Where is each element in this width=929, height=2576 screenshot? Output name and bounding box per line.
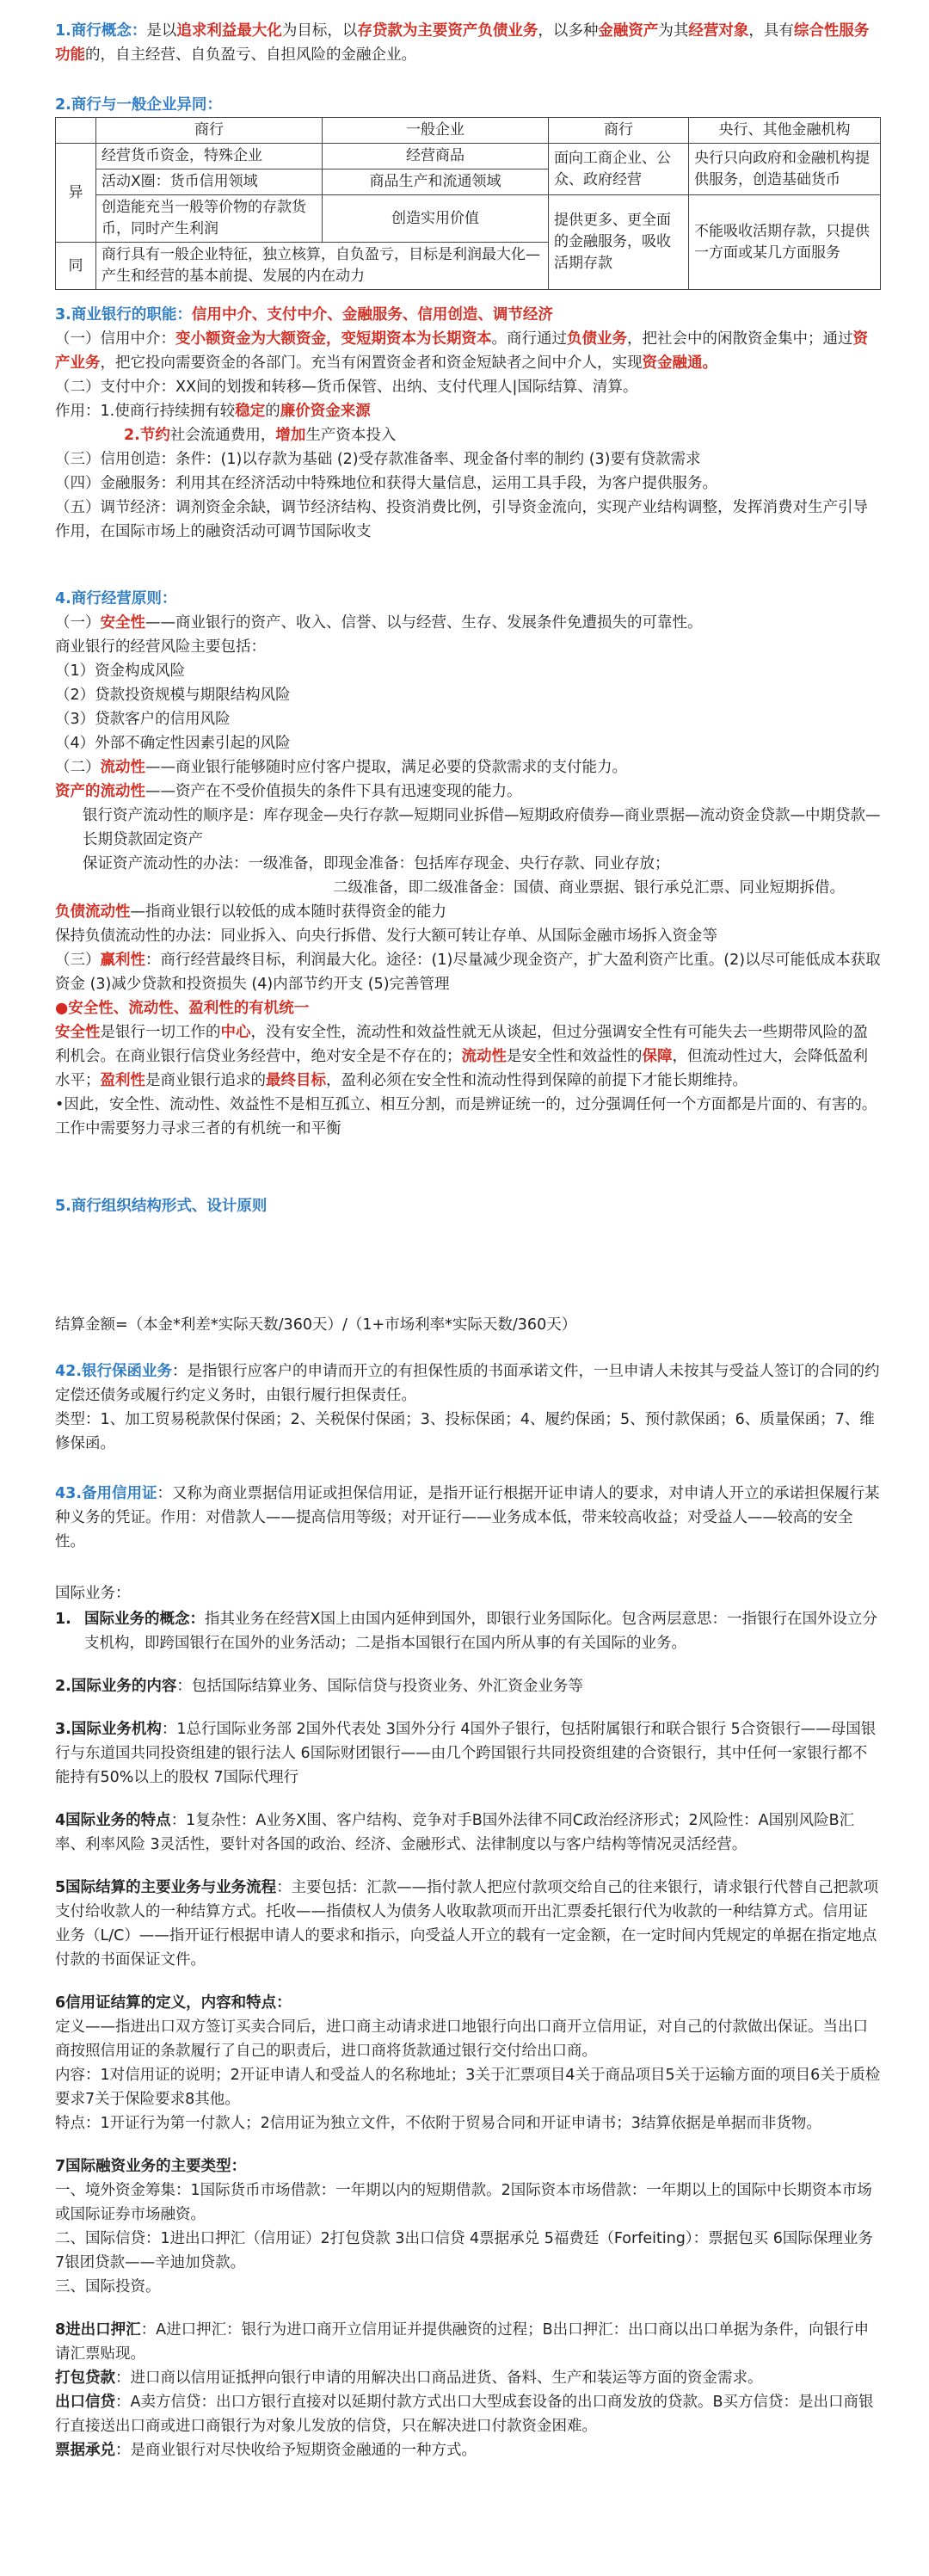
text: 社会流通费用，: [169, 427, 276, 444]
section-1-concept: [55, 19, 881, 67]
section-42-guarantee: [55, 1359, 881, 1456]
text: ：进口商以信用证抵押向银行申请的用解决出口商品进货、备料、生产和装运等方面的资金需求。: [115, 2370, 763, 2387]
standby-definition: [55, 1482, 881, 1554]
table-cell: 经营商品: [323, 144, 549, 169]
item-title: 国际业务的概念：: [84, 1611, 205, 1628]
function-credit-intermediary: [55, 327, 881, 375]
section-5-structure: [55, 1194, 881, 1218]
lc-features: 特点：1开证行为第一付款人；2信用证为独立文件，不依附于贸易合同和开证申请书；3结算依据是单据而非货物。: [55, 2115, 821, 2132]
list-number: 1.: [55, 1611, 71, 1628]
highlight: 赢利性: [100, 952, 145, 969]
comparison-table: [55, 117, 881, 290]
highlight: 负债流动性: [55, 903, 131, 921]
section-title: 42.银行保函业务: [55, 1363, 173, 1380]
text: 生产资本投入: [305, 427, 397, 444]
liquidity-method-2: 二级准备，即二级准备金：国债、商业票据、银行承兑汇票、同业短期拆借。: [333, 879, 845, 897]
intl-item-3: [55, 1717, 881, 1790]
section-title: [55, 303, 881, 327]
highlight: 经营对象: [688, 22, 749, 40]
table-cell: 央行只向政府和金融机构提供服务，创造基础货币: [689, 144, 881, 195]
table-cell: 提供更多、更全面的金融服务，吸收活期存款: [549, 195, 689, 290]
list-item: （4）外部不确定性因素引起的风险: [55, 735, 291, 752]
title-prefix: 3.商业银行的职能：: [55, 306, 192, 324]
text: ，把它投向需要资金的各部门。充当有闲置资金者和资金短缺者之间中介人，实现: [100, 354, 643, 372]
diff-label: 异: [56, 144, 96, 243]
lc-definition: 定义——指进出口双方签订买卖合同后，进口商主动请求进口地银行向出口商开立信用证，对自己的付款做出保证。当出口商按照信用证的条款履行了自己的职责后，进口商将货款通过银行交付给出口商。: [55, 2018, 868, 2060]
financing-type-1: 一、境外资金筹集：1国际货币市场借款：一年期以内的短期借款。2国际资本市场借款：一年期以上的国际中长期资本市场或国际证券市场融资。: [55, 2182, 872, 2223]
text: （一）: [55, 614, 101, 632]
text: ，但流动性过大，会降低盈利水平；: [55, 1048, 868, 1089]
table-cell: 面向工商企业、公众、政府经营: [549, 144, 689, 195]
header-cell: 一般企业: [323, 118, 549, 144]
summary-paragraph: •因此，安全性、流动性、效益性不是相互孤立、相互分割，而是辨证统一的，过分强调任何一个方面都是片面的、有害的。工作中需要努力寻求三者的有机统一和平衡: [55, 1096, 877, 1137]
settlement-formula: [55, 1313, 881, 1337]
section-title: 5.商行组织结构形式、设计原则: [55, 1198, 268, 1215]
table-cell: 创造实用价值: [323, 195, 549, 243]
text: 是以: [146, 22, 177, 40]
text: ：是商业银行对尽快收给予短期资金融通的一种方式。: [115, 2442, 477, 2459]
item-title: 出口信贷: [55, 2394, 115, 2411]
list-item: （2）贷款投资规模与期限结构风险: [55, 687, 291, 704]
effect-line-1: [55, 399, 881, 423]
list-item: （3）贷款客户的信用风险: [55, 711, 231, 728]
highlight: 存贷款为主要资产负债业务: [357, 22, 538, 40]
highlight: 节约: [139, 427, 170, 444]
table-cell: 不能吸收活期存款，只提供一方面或某几方面服务: [689, 195, 881, 290]
guarantee-types: 类型：1、加工贸易税款保付保函；2、关税保付保函；3、投标保函；4、履约保函；5、预付款保函；6、质量保函；7、维修保函。: [55, 1411, 875, 1452]
section-title: 4.商行经营原则：: [55, 590, 177, 607]
text: ：又称为商业票据信用证或担保信用证，是指开证行根据开证申请人的要求，对申请人开立的承诺担保履行某种义务的凭证。作用：对借款人——提高信用等级；对开证行——业务成本低，带来较高收益；对受益人——较高的安全性。: [55, 1485, 880, 1550]
item-title: 2.国际业务的内容: [55, 1678, 177, 1695]
liquidity-order: 银行资产流动性的顺序是：库存现金—央行存款—短期同业拆借—短期政府债券—商业票据—流动资金贷款—中期贷款—长期贷款固定资产: [83, 807, 881, 848]
liquidity-method-1: 保证资产流动性的办法：一级准备，即现金准备：包括库存现金、央行存款、同业存放；: [83, 855, 670, 872]
section-3-functions: [55, 303, 881, 544]
highlight: 追求利益最大化: [176, 22, 282, 40]
item-title: 票据承兑: [55, 2442, 115, 2459]
liquidity-definition: [55, 755, 881, 780]
highlight: 2.: [124, 427, 140, 444]
text: 指其业务在经营X国上由国内延伸到国外，即银行业务国际化。包含两层意思：一指银行在国外设立分支机构，即跨国银行在国外的业务活动；二是指本国银行在国内所从事的有关国际的业务。: [84, 1611, 877, 1652]
table-cell: 活动X圈：货币信用领域: [96, 169, 323, 195]
text: ：商行经营最终目标，利润最大化。途径：(1)尽量减少现金资产，扩大盈利资产比重。(2)以尽可能低成本获取资金 (3)减少贷款和投资损失 (4)内部节约开支 (5)完善管理: [55, 952, 881, 993]
text: ——商业银行能够随时应付客户提取，满足必要的贷款需求的支付能力。: [145, 759, 627, 776]
text: 为目标，以: [281, 22, 358, 40]
table-cell: 商品生产和流通领域: [323, 169, 549, 195]
function-payment: （二）支付中介：XX间的划拨和转移—货币保管、出纳、支付代理人|国际结算、清算。: [55, 379, 638, 396]
text: ——资产在不受价值损失的条件下具有迅速变现的能力。: [145, 783, 522, 800]
risk-title: 商业银行的经营风险主要包括：: [55, 638, 266, 656]
unity-paragraph: [55, 1020, 881, 1093]
corner-cell: [56, 118, 96, 144]
unity-heading: ●安全性、流动性、盈利性的有机统一: [55, 1000, 310, 1017]
intl-item-7-title: 7国际融资业务的主要类型：: [55, 2158, 247, 2175]
text: ：包括国际结算业务、国际信贷与投资业务、外汇资金业务等: [176, 1678, 583, 1695]
safety-definition: [55, 611, 881, 635]
text: ：是指银行应客户的申请而开立的有担保性质的书面承诺文件，一旦申请人未按其与受益人签订的合同的约定偿还债务或履行约定义务时，由银行履行担保责任。: [55, 1363, 880, 1404]
function-financial-service: （四）金融服务：利用其在经济活动中特殊地位和获得大量信息，运用工具手段，为客户提供服务。: [55, 475, 717, 492]
guarantee-definition: [55, 1359, 881, 1408]
text: 为其: [658, 22, 689, 40]
highlight: 资产业务: [55, 330, 868, 372]
packing-loan: [55, 2366, 881, 2390]
financing-type-3: 三、国际投资。: [55, 2278, 161, 2296]
header-cell: 商行: [96, 118, 323, 144]
highlight: 资产的流动性: [55, 783, 145, 800]
section-title: 2.商行与一般企业异同：: [55, 96, 222, 114]
intl-heading: 国际业务：: [55, 1585, 131, 1602]
liability-liquidity: [55, 900, 881, 924]
highlight: 最终目标: [266, 1072, 326, 1089]
text: ：A进口押汇：银行为进口商开立信用证并提供融资的过程；B出口押汇：出口商以出口单据为条件，向银行申请汇票贴现。: [55, 2321, 870, 2363]
highlight: 流动性: [100, 759, 145, 776]
list-item: （1）资金构成风险: [55, 662, 186, 680]
asset-liquidity: [55, 780, 881, 804]
text: ：主要包括：汇款——指付款人把应付款项交给自己的往来银行，请求银行代替自己把款项支付给收款人的一种结算方式。托收——指债权人为债务人收取款项而开出汇票委托银行代为收款的一种结算方式。信用证业务（L/C）——指开证行根据申请人的要求和指示，向受益人开立的载有一定金额，在一定时间内凭规定的单据在指定地点付款的书面保证文件。: [55, 1879, 879, 1969]
text: 是银行一切工作的: [100, 1024, 221, 1041]
text: ，具有: [748, 22, 794, 40]
text: ，以多种: [538, 22, 599, 40]
item-title: 5国际结算的主要业务与业务流程: [55, 1879, 277, 1896]
export-credit: [55, 2390, 881, 2438]
section-43-standby-lc: [55, 1482, 881, 1554]
text: 是商业银行追求的: [145, 1072, 266, 1089]
item-title: 8进出口押汇: [55, 2321, 141, 2339]
text: ——商业银行的资产、收入、信誉、以与经营、生存、发展条件免遭损失的可靠性。: [145, 614, 703, 632]
text: ：A卖方信贷：出口方银行直接对以延期付款方式出口大型成套设备的出口商发放的贷款。B买方信贷：是出口商银行直接送出口商或进口商银行为对象儿发放的信贷，只在解决进口付款资金困难。: [55, 2394, 874, 2435]
highlight: 负债业务: [567, 330, 627, 348]
highlight: 安全性: [100, 614, 145, 632]
text: （二）: [55, 759, 101, 776]
text: 。商行通过: [491, 330, 567, 348]
intl-item-2: [55, 1674, 881, 1698]
international-business: [55, 1581, 881, 2462]
title-highlight: 信用中介、支付中介、金融服务、信用创造、调节经济: [191, 306, 553, 324]
profitability: [55, 948, 881, 996]
text: 的: [265, 403, 280, 420]
text: （一）信用中介：: [55, 330, 175, 348]
table-cell: 经营货币资金，特殊企业: [96, 144, 323, 169]
highlight: 资金融通。: [642, 354, 717, 372]
text: 作用：1.使商行持续拥有较: [55, 403, 236, 420]
highlight: 安全性: [55, 1024, 101, 1041]
section-title: 43.备用信用证: [55, 1485, 157, 1502]
text: （三）: [55, 952, 101, 969]
concept-text: [84, 1607, 881, 1655]
concept-paragraph: [55, 19, 881, 67]
text: ，没有安全性，流动性和效益性就无从谈起，但过分强调安全性有可能失去一些期带风险的盈利机会。在商业银行信贷业务经营中，绝对安全是不存在的；: [55, 1024, 868, 1065]
section-number: 1.商行概念：: [55, 22, 147, 40]
intl-item-5: [55, 1876, 881, 1972]
text: ：1复杂性：A业务X围、客户结构、竞争对手B国外法律不同C政治经济形式；2风险性：A国别风险B汇率、利率风险 3灵活性，要针对各国的政治、经济、金融形式、法律制度以与客户结构等情况灵活经营。: [55, 1812, 855, 1853]
formula-text: 结算金额=（本金*利差*实际天数/360天）/（1+市场利率*实际天数/360天）: [55, 1316, 577, 1334]
highlight: 盈利性: [100, 1072, 145, 1089]
highlight: 保障: [642, 1048, 673, 1065]
item-title: 打包贷款: [55, 2370, 115, 2387]
text: —指商业银行以较低的成本随时获得资金的能力: [130, 903, 446, 921]
same-label: 同: [56, 243, 96, 290]
highlight: 金融资产: [598, 22, 659, 40]
section-4-principles: [55, 587, 881, 1141]
section-2-comparison: [55, 93, 881, 290]
bill-acceptance: [55, 2438, 881, 2462]
intl-item-1: [55, 1607, 881, 1655]
text: ：1总行国际业务部 2国外代表处 3国外分行 4国外子银行，包括附属银行和联合银行 5合资银行——母国银行与东道国共同投资组建的银行法人 6国际财团银行——由几个跨国银行共同投资组建的合资银行，其中任何一家银行都不能持有50%以上的股权 7国际代理行: [55, 1721, 877, 1786]
text: 的，自主经营、自负盈亏、自担风险的金融企业。: [85, 46, 416, 64]
table-cell: 创造能充当一般等价物的存款货币，同时产生利润: [96, 195, 323, 243]
header-cell: 商行: [549, 118, 689, 144]
intl-item-4: [55, 1809, 881, 1857]
item-title: 4国际业务的特点: [55, 1812, 171, 1829]
financing-type-2: 二、国际信贷：1进出口押汇（信用证）2打包贷款 3出口信贷 4票据承兑 5福费廷（Forfeiting）：票据包买 6国际保理业务 7银团贷款——辛迪加贷款。: [55, 2230, 873, 2271]
text: 是安全性和效益性的: [507, 1048, 643, 1065]
item-title: 3.国际业务机构: [55, 1721, 162, 1738]
liability-method: 保持负债流动性的办法：同业拆入、向央行拆借、发行大额可转让存单、从国际金融市场拆入资金等: [55, 927, 717, 945]
text: ，盈利必须在安全性和流动性得到保障的前提下才能长期维持。: [326, 1072, 748, 1089]
function-credit-creation: （三）信用创造：条件：(1)以存款为基础 (2)受存款准备率、现金备付率的制约 (3)要有贷款需求: [55, 451, 701, 468]
intl-item-6-title: 6信用证结算的定义，内容和特点：: [55, 1994, 292, 2012]
effect-line-2: [55, 423, 881, 447]
highlight: 综合性服务功能: [55, 22, 870, 64]
lc-content: 内容：1对信用证的说明；2开证申请人和受益人的名称地址；3关于汇票项目4关于商品项目5关于运输方面的项目6关于质检要求7关于保险要求8其他。: [55, 2067, 881, 2108]
highlight: 廉价资金来源: [280, 403, 371, 420]
highlight: 中心: [220, 1024, 251, 1041]
highlight: 流动性: [461, 1048, 507, 1065]
intl-item-8: [55, 2318, 881, 2366]
highlight: 变小额资金为大额资金，变短期资本为长期资本: [175, 330, 492, 348]
header-cell: 央行、其他金融机构: [689, 118, 881, 144]
table-cell: 商行具有一般企业特征，独立核算，自负盈亏，目标是利润最大化—产生和经营的基本前提、发展的内在动力: [96, 243, 549, 290]
text: ，把社会中的闲散资金集中；通过: [627, 330, 853, 348]
highlight: 增加: [275, 427, 306, 444]
highlight: 稳定: [235, 403, 266, 420]
function-regulation: （五）调节经济：调剂资金余缺，调节经济结构、投资消费比例，引导资金流向，实现产业结构调整，发挥消费对生产引导作用，在国际市场上的融资活动可调节国际收支: [55, 499, 868, 540]
